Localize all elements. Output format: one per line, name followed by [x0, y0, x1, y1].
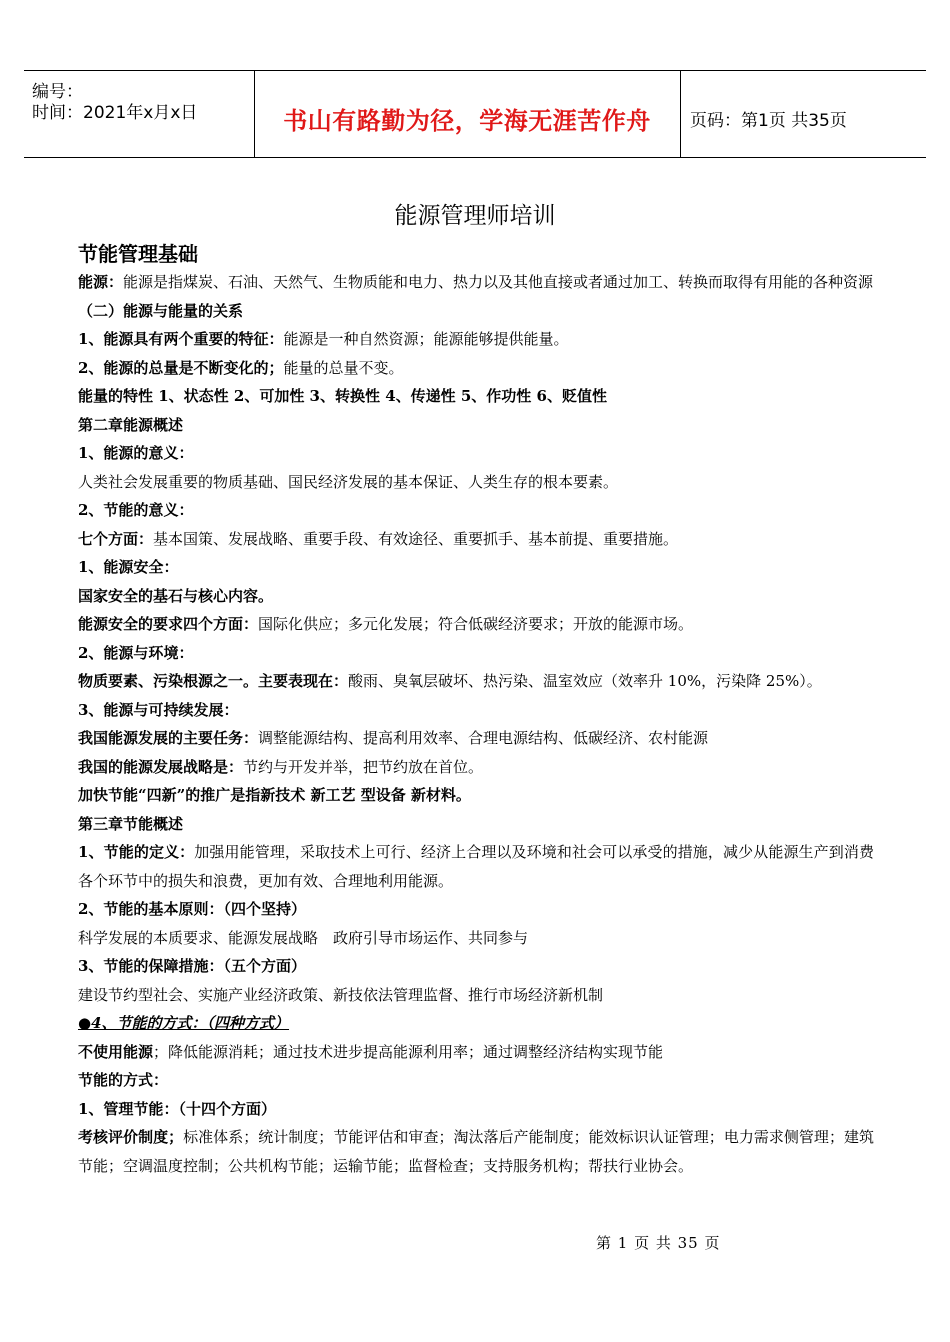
chapter-heading: 第二章能源概述 — [78, 415, 184, 434]
section-heading: 节能管理基础 — [78, 242, 198, 266]
paragraph-text: 酸雨、臭氧层破坏、热污染、温室效应（效率升 10%，污染降 25%）。 — [348, 672, 822, 690]
bold-lead: 我国能源发展的主要任务： — [78, 729, 259, 747]
paragraph-text: 标准体系；统计制度；节能评估和审查；淘汰落后产能制度；能效标识认证管理；电力需求侧管理；建筑节能；空调温度控制；公共机构节能；运输节能；监督检查；支持服务机构；帮扶行业协会。 — [78, 1128, 874, 1175]
header-page-code: 页码：第1页 共35页 — [690, 111, 847, 131]
bold-lead: 我国的能源发展战略是： — [78, 757, 244, 776]
paragraph: 3、节能的保障措施：（五个方面） — [78, 957, 306, 975]
paragraph — [78, 724, 874, 753]
paragraph: 能量的特性 1、状态性 2、可加性 3、转换性 4、传递性 5、作功性 6、贬值性 — [78, 387, 607, 405]
bold-lead: 2、能源的总量是不断变化的； — [78, 358, 284, 377]
bold-lead: 考核评价制度； — [78, 1128, 184, 1146]
paragraph: 科学发展的本质要求、能源发展战略 政府引导市场运作、共同参与 — [78, 928, 529, 947]
paragraph — [78, 354, 874, 383]
page-header — [24, 70, 926, 158]
paragraph — [78, 268, 874, 297]
paragraph-text: ；降低能源消耗；通过技术进步提高能源利用率；通过调整经济结构实现节能 — [153, 1042, 664, 1061]
paragraph — [78, 667, 874, 696]
paragraph-text: 加强用能管理，采取技术上可行、经济上合理以及环境和社会可以承受的措施，减少从能源生产到消费各个环节中的损失和浪费，更加有效、合理地利用能源。 — [78, 843, 874, 890]
paragraph-text: 国际化供应；多元化发展；符合低碳经济要求；开放的能源市场。 — [258, 615, 694, 633]
paragraph-text: 基本国策、发展战略、重要手段、有效途径、重要抓手、基本前提、重要措施。 — [153, 529, 679, 548]
paragraph — [78, 753, 874, 782]
paragraph-text: 能源是指煤炭、石油、天然气、生物质能和电力、热力以及其他直接或者通过加工、转换而取得有用能的各种资源 — [123, 273, 874, 291]
bold-lead: 物质要素、污染根源之一。主要表现在： — [78, 672, 349, 690]
paragraph-text: 调整能源结构、提高利用效率、合理电源结构、低碳经济、农村能源 — [258, 729, 709, 747]
paragraph: 2、节能的基本原则：（四个坚持） — [78, 900, 306, 918]
paragraph: 1、管理节能：（十四个方面） — [78, 1099, 276, 1118]
bold-lead: 1、能源具有两个重要的特征： — [78, 330, 284, 348]
paragraph: 2、节能的意义： — [78, 501, 194, 519]
paragraph: 1、能源安全： — [78, 558, 179, 576]
header-motto: 书山有路勤为径，学海无涯苦作舟 — [283, 107, 651, 135]
paragraph: 加快节能“四新”的推广是指新技术 新工艺 型设备 新材料。 — [78, 786, 471, 804]
paragraph: （二）能源与能量的关系 — [78, 301, 244, 320]
bold-lead: 能源安全的要求四个方面： — [78, 615, 259, 633]
paragraph — [78, 610, 874, 639]
paragraph: 1、能源的意义： — [78, 444, 194, 462]
paragraph-text: 能源是一种自然资源；能源能够提供能量。 — [283, 330, 569, 348]
bold-lead: 能源： — [78, 273, 124, 291]
paragraph: 3、能源与可持续发展： — [78, 700, 239, 719]
bold-italic-lead: ●4、节能的方式：（四种方式） — [78, 1014, 290, 1032]
doc-number-label: 编号： — [32, 82, 83, 102]
paragraph — [78, 1009, 874, 1038]
doc-time-label: 时间：2021年x月x日 — [32, 103, 198, 123]
chapter-heading: 第三章节能概述 — [78, 814, 184, 833]
bold-lead: 1、节能的定义： — [78, 843, 195, 861]
document-title: 能源管理师培训 — [394, 203, 556, 229]
paragraph — [78, 525, 874, 554]
paragraph-text: 节约与开发并举，把节约放在首位。 — [243, 757, 484, 776]
page-footer: 第 1 页 共 35 页 — [596, 1234, 721, 1252]
paragraph: 人类社会发展重要的物质基础、国民经济发展的基本保证、人类生存的根本要素。 — [78, 472, 619, 491]
bold-lead: 七个方面： — [78, 529, 154, 548]
paragraph: 2、能源与环境： — [78, 643, 194, 662]
header-page-cell — [680, 71, 926, 157]
paragraph — [78, 1038, 874, 1067]
bold-lead: 不使用能源 — [78, 1042, 154, 1061]
paragraph: 建设节约型社会、实施产业经济政策、新技依法管理监督、推行市场经济新机制 — [78, 985, 604, 1004]
paragraph — [78, 838, 874, 895]
paragraph-text: 能量的总量不变。 — [283, 358, 404, 377]
header-info-cell — [24, 71, 255, 157]
paragraph — [78, 325, 874, 354]
paragraph: 节能的方式： — [78, 1071, 169, 1089]
header-motto-cell — [254, 71, 681, 157]
document-body — [78, 268, 874, 1180]
paragraph — [78, 1123, 874, 1180]
paragraph: 国家安全的基石与核心内容。 — [78, 586, 274, 605]
